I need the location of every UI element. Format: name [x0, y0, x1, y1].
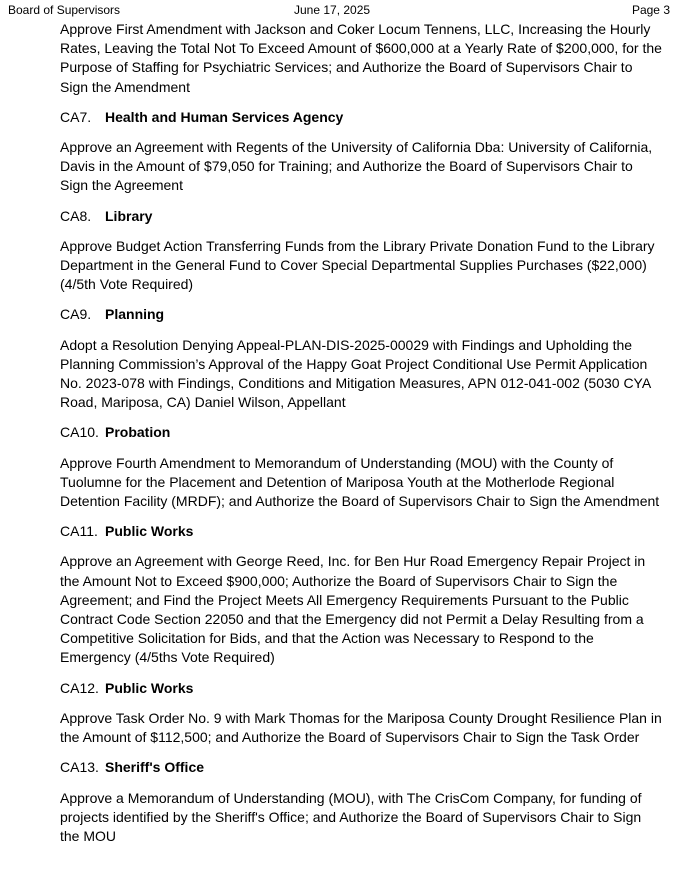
- item-heading-ca12: [60, 679, 664, 698]
- item-text-ca8: Approve Budget Action Transferring Funds from the Library Private Donation Fund to the Library Department in the General Fund to Cover Special Departmental Supplies Purchases ($22,000)(4/5th Vote Required): [60, 237, 655, 293]
- page-header: [0, 0, 680, 18]
- item-department: Planning: [105, 306, 165, 323]
- item-department: Library: [105, 207, 153, 224]
- item-heading-ca7: [60, 108, 664, 127]
- item-text-ca11: Approve an Agreement with George Reed, Inc. for Ben Hur Road Emergency Repair Project in the Amount Not to Exceed $900,000; Authorize the Board of Supervisors Chair to Sign the Agreement; and Find the Project Meets All Emergency Requirements Pursuant to the Public Contract Code Section 22050 and that the Emergency did not Permit a Delay Resulting from a Competitive Solicitation for Bids, and that the Action was Necessary to Respond to the Emergency (4/5ths Vote Required): [60, 553, 646, 666]
- lead-paragraph: Approve First Amendment with Jackson and Coker Locum Tennens, LLC, Increasing the Hourly Rates, Leaving the Total Not To Exceed Amount of $600,000 at a Yearly Rate of $200,000, for the Purpose of Staffing for Psychiatric Services; and Authorize the Board of Supervisors Chair to Sign the Amendment: [60, 21, 662, 95]
- item-number: CA13.: [60, 759, 99, 776]
- agenda-content: [60, 20, 664, 857]
- item-number: CA8.: [60, 207, 92, 224]
- item-text-ca12: Approve Task Order No. 9 with Mark Thomas for the Mariposa County Drought Resilience Plan in the Amount of $112,500; and Authorize the Board of Supervisors Chair to Sign the Task Order: [60, 709, 662, 746]
- item-text-ca10: Approve Fourth Amendment to Memorandum of Understanding (MOU) with the County of Tuolumne for the Placement and Detention of Mariposa Youth at the Motherlode Regional Detention Facility (MRDF); and Authorize the Board of Supervisors Chair to Sign the Amendment: [60, 454, 660, 510]
- item-department: Public Works: [105, 523, 194, 540]
- item-number: CA10.: [60, 424, 99, 441]
- item-department: Health and Human Services Agency: [105, 108, 344, 125]
- item-heading-ca11: [60, 522, 664, 541]
- item-text-ca13: Approve a Memorandum of Understanding (MOU), with The CrisCom Company, for funding of projects identified by the Sheriff's Office; and Authorize the Board of Supervisors Chair to Sign the MOU: [60, 789, 642, 844]
- item-heading-ca10: [60, 423, 664, 442]
- header-board-name: Board of Supervisors: [8, 3, 121, 17]
- header-page-number: Page 3: [631, 3, 670, 17]
- item-heading-ca9: [60, 305, 664, 324]
- item-department: Sheriff's Office: [105, 759, 205, 776]
- item-text-ca9: Adopt a Resolution Denying Appeal-PLAN-DIS-2025-00029 with Findings and Upholding the Planning Commission’s Approval of the Happy Goat Project Conditional Use Permit Application No. 2023-078 with Findings, Conditions and Mitigation Measures, APN 012-041-002 (5030 CYA Road, Mariposa, CA) Daniel Wilson, Appellant: [60, 336, 651, 411]
- item-number: CA7.: [60, 108, 92, 125]
- item-heading-ca13: [60, 758, 664, 777]
- item-department: Probation: [105, 424, 171, 441]
- item-number: CA9.: [60, 306, 92, 323]
- item-number: CA12.: [60, 679, 99, 696]
- header-date: June 17, 2025: [294, 3, 371, 17]
- item-number: CA11.: [60, 523, 98, 540]
- item-heading-ca8: [60, 207, 664, 226]
- item-department: Public Works: [105, 679, 194, 696]
- item-text-ca7: Approve an Agreement with Regents of the University of California Dba: University of California, Davis in the Amount of $79,050 for Training; and Authorize the Board of Supervisors Chair to Sign the Agreement: [60, 139, 653, 194]
